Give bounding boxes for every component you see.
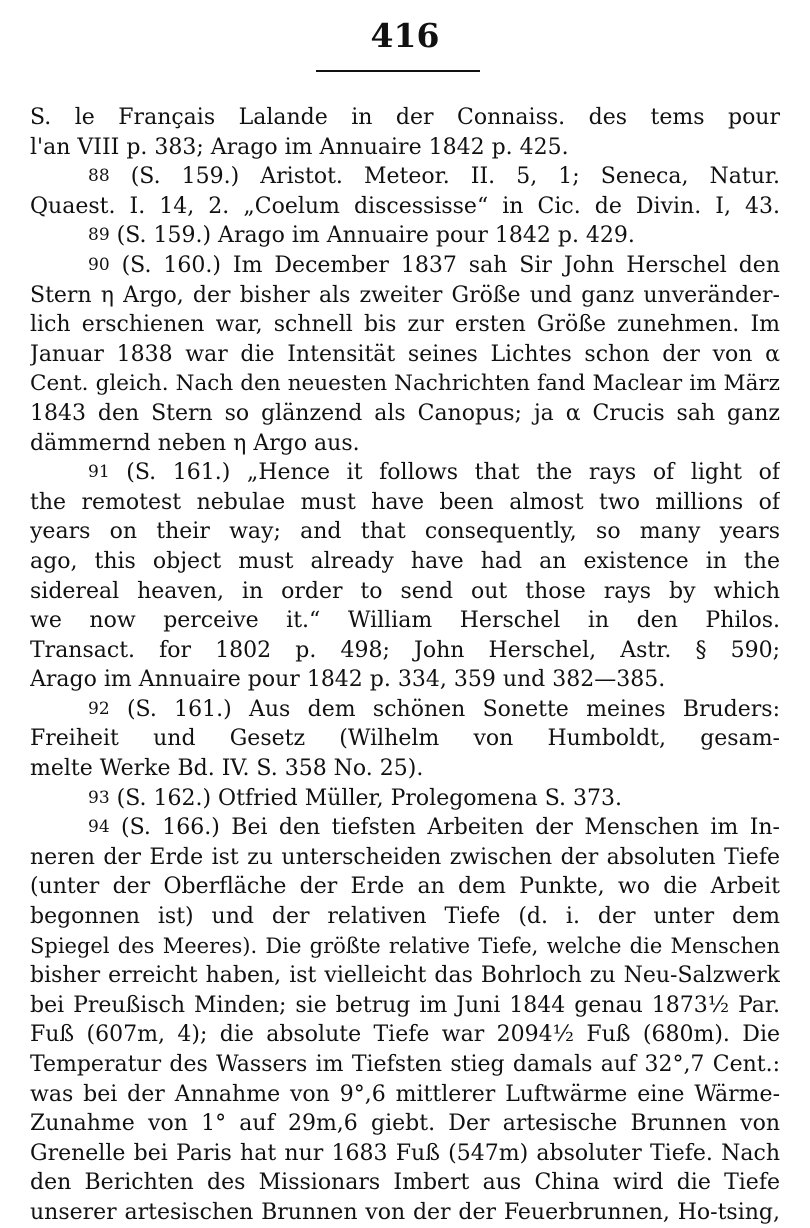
line-text: melte Werke Bd. IV. S. 358 No. 25). (30, 756, 424, 782)
text-line (30, 369, 780, 399)
text-line (30, 192, 780, 222)
line-text: dämmernd neben η Argo aus. (30, 430, 360, 456)
line-text: sidereal heaven, in order to send out those rays by which (30, 578, 780, 604)
text-line (30, 281, 780, 311)
line-text: bei Preußisch Minden; sie betrug im Juni 1844 genau 1873½ Par. (30, 992, 780, 1018)
line-text: lich erschienen war, schnell bis zur ersten Größe zunehmen. Im (30, 312, 780, 338)
text-line (30, 606, 780, 636)
text-line (30, 399, 780, 429)
text-line (30, 724, 780, 754)
text-line (30, 1168, 780, 1198)
line-text: Zunahme von 1° auf 29m,6 giebt. Der artesische Brunnen von (30, 1111, 780, 1137)
text-line (30, 665, 780, 695)
line-text: ago, this object must already have had an existence in the (30, 548, 780, 574)
line-text: (S. 159.) Aristot. Meteor. II. 5, 1; Seneca, Natur. (130, 164, 780, 190)
text-line (30, 340, 780, 370)
text-line (30, 547, 780, 577)
line-text: Januar 1838 war die Intensität seines Lichtes schon der von α (30, 341, 780, 367)
line-text: bisher erreicht haben, ist vielleicht das Bohrloch zu Neu-Salzwerk (30, 963, 780, 989)
line-text: S. le Français Lalande in der Connaiss. des tems pour (30, 105, 780, 130)
page-number: 416 (370, 16, 440, 55)
line-text: den Berichten des Missionars Imbert aus China wird die Tiefe (30, 1170, 780, 1196)
footnote-start-line (30, 458, 780, 488)
line-text: (S. 159.) Arago im Annuaire pour 1842 p. 429. (116, 223, 635, 249)
text-line (30, 488, 780, 518)
text-line (30, 636, 780, 666)
line-text: (S. 160.) Im December 1837 sah Sir John Herschel den (121, 252, 780, 278)
text-line (30, 843, 780, 873)
footnote-number: 88 (88, 166, 110, 187)
text-line (30, 991, 780, 1021)
line-text: Transact. for 1802 p. 498; John Herschel, Astr. § 590; (30, 637, 780, 663)
line-text: (S. 166.) Bei den tiefsten Arbeiten der Menschen im In- (121, 815, 780, 841)
line-text: Freiheit und Gesetz (Wilhelm von Humboldt, gesam- (30, 726, 780, 752)
line-text: was bei der Annahme von 9°,6 mittlerer Luftwärme eine Wärme- (30, 1081, 780, 1107)
line-text: years on their way; and that consequently, so many years (30, 519, 780, 545)
text-line (30, 310, 780, 340)
text-line (30, 103, 780, 133)
line-text: we now perceive it.“ William Herschel in den Philos. (30, 608, 780, 634)
line-text: Quaest. I. 14, 2. „Coelum discessisse“ in Cic. de Divin. I, 43. (30, 193, 780, 219)
line-text: the remotest nebulae must have been almost two millions of (30, 489, 780, 515)
text-line (30, 902, 780, 932)
footnote-text-block (30, 103, 780, 1228)
line-text: Grenelle bei Paris hat nur 1683 Fuß (547m) absoluter Tiefe. Nach (30, 1140, 780, 1166)
text-line (30, 1020, 780, 1050)
footnote-number: 92 (88, 698, 110, 719)
header-rule (316, 70, 480, 72)
footnote-number: 90 (88, 254, 110, 275)
footnote-start-line (30, 221, 780, 251)
line-text: 1843 den Stern so glänzend als Canopus; ja α Crucis sah ganz (30, 400, 780, 426)
text-line (30, 1080, 780, 1110)
line-text: unserer artesischen Brunnen von der der Feuerbrunnen, Ho-tsing, (30, 1199, 780, 1225)
footnote-start-line (30, 784, 780, 814)
footnote-number: 89 (88, 225, 110, 246)
line-text: Temperatur des Wassers im Tiefsten stieg damals auf 32°,7 Cent.: (30, 1052, 780, 1077)
line-text: l'an VIII p. 383; Arago im Annuaire 1842 p. 425. (30, 134, 569, 160)
line-text: neren der Erde ist zu unterscheiden zwischen der absoluten Tiefe (30, 844, 780, 870)
line-text: Arago im Annuaire pour 1842 p. 334, 359 und 382—385. (30, 667, 666, 693)
footnote-number: 91 (88, 462, 110, 483)
line-text: (unter der Oberfläche der Erde an dem Punkte, wo die Arbeit (30, 874, 780, 900)
text-line (30, 133, 780, 163)
footnote-start-line (30, 813, 780, 843)
text-line (30, 932, 780, 962)
line-text: Spiegel des Meeres). Die größte relative Tiefe, welche die Menschen (30, 933, 780, 958)
line-text: (S. 162.) Otfried Müller, Prolegomena S. 373. (116, 785, 622, 811)
footnote-start-line (30, 251, 780, 281)
text-line (30, 961, 780, 991)
text-line (30, 872, 780, 902)
line-text: begonnen ist) und der relativen Tiefe (d. i. der unter dem (30, 904, 780, 930)
text-line (30, 1109, 780, 1139)
text-line (30, 577, 780, 607)
line-text: Fuß (607m, 4); die absolute Tiefe war 2094½ Fuß (680m). Die (30, 1022, 780, 1048)
text-line (30, 429, 780, 459)
footnote-start-line (30, 695, 780, 725)
line-text: Stern η Argo, der bisher als zweiter Größe und ganz unveränder- (30, 282, 780, 308)
footnote-start-line (30, 162, 780, 192)
text-line (30, 1198, 780, 1228)
text-line (30, 1050, 780, 1080)
text-line (30, 754, 780, 784)
footnote-number: 93 (88, 787, 110, 808)
text-line (30, 1139, 780, 1169)
line-text: (S. 161.) „Hence it follows that the rays of light of (126, 460, 780, 486)
line-text: Cent. gleich. Nach den neuesten Nachrichten fand Maclear im März (30, 371, 780, 397)
line-text: (S. 161.) Aus dem schönen Sonette meines Bruders: (126, 696, 780, 722)
footnote-number: 94 (88, 817, 110, 838)
text-line (30, 517, 780, 547)
